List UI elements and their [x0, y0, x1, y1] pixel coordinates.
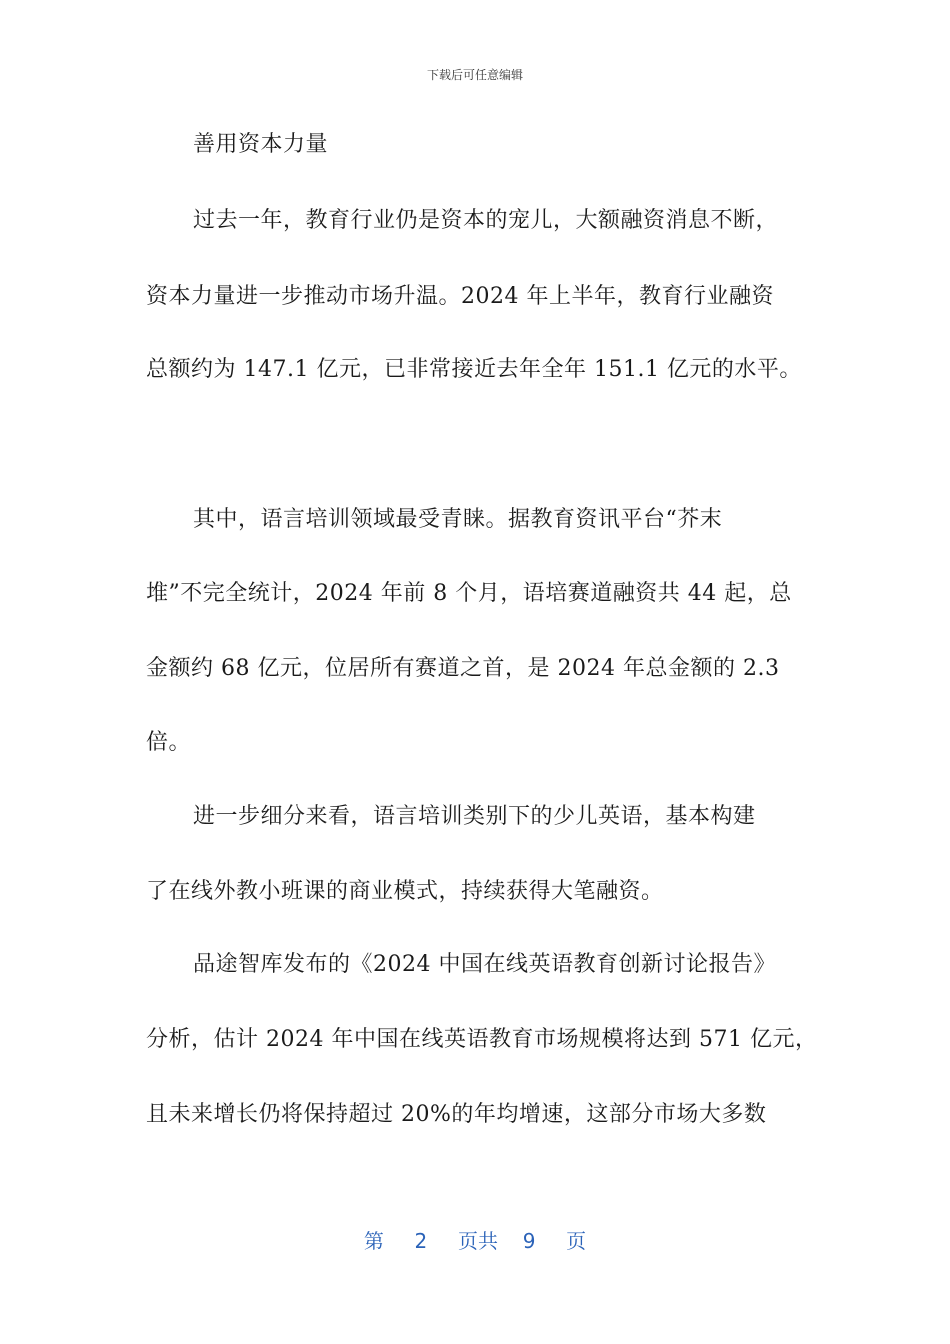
paragraph-line: 且未来增长仍将保持超过 20%的年均增速，这部分市场大多数 — [146, 1102, 767, 1127]
paragraph-line: 总额约为 147.1 亿元，已非常接近去年全年 151.1 亿元的水平。 — [146, 357, 802, 382]
paragraph-line: 金额约 68 亿元，位居所有赛道之首，是 2024 年总金额的 2.3 — [146, 656, 780, 681]
paragraph-line: 进一步细分来看，语言培训类别下的少儿英语，基本构建 — [193, 804, 756, 829]
page-header-note: 下载后可任意编辑 — [426, 68, 523, 82]
paragraph-line: 分析，估计 2024 年中国在线英语教育市场规模将达到 571 亿元， — [146, 1027, 818, 1052]
footer-label-of: 页共 — [458, 1229, 498, 1253]
paragraph-line: 了在线外教小班课的商业模式，持续获得大笔融资。 — [146, 879, 664, 904]
paragraph-line: 过去一年，教育行业仍是资本的宠儿，大额融资消息不断， — [193, 208, 779, 233]
footer-label-page: 第 — [363, 1229, 384, 1253]
footer-label-end: 页 — [566, 1229, 587, 1253]
paragraph-line: 品途智库发布的《2024 中国在线英语教育创新讨论报告》 — [193, 952, 776, 977]
paragraph-line: 堆”不完全统计，2024 年前 8 个月，语培赛道融资共 44 起，总 — [146, 581, 792, 606]
footer-current-page: 2 — [414, 1229, 428, 1253]
footer-total-pages: 9 — [522, 1229, 536, 1253]
paragraph-line: 倍。 — [146, 730, 192, 755]
paragraph-line: 资本力量进一步推动市场升温。2024 年上半年，教育行业融资 — [146, 284, 774, 309]
section-heading: 善用资本力量 — [193, 132, 329, 157]
page-footer — [0, 1225, 950, 1254]
paragraph-line: 其中，语言培训领域最受青睐。据教育资讯平台“芥末 — [193, 507, 723, 532]
